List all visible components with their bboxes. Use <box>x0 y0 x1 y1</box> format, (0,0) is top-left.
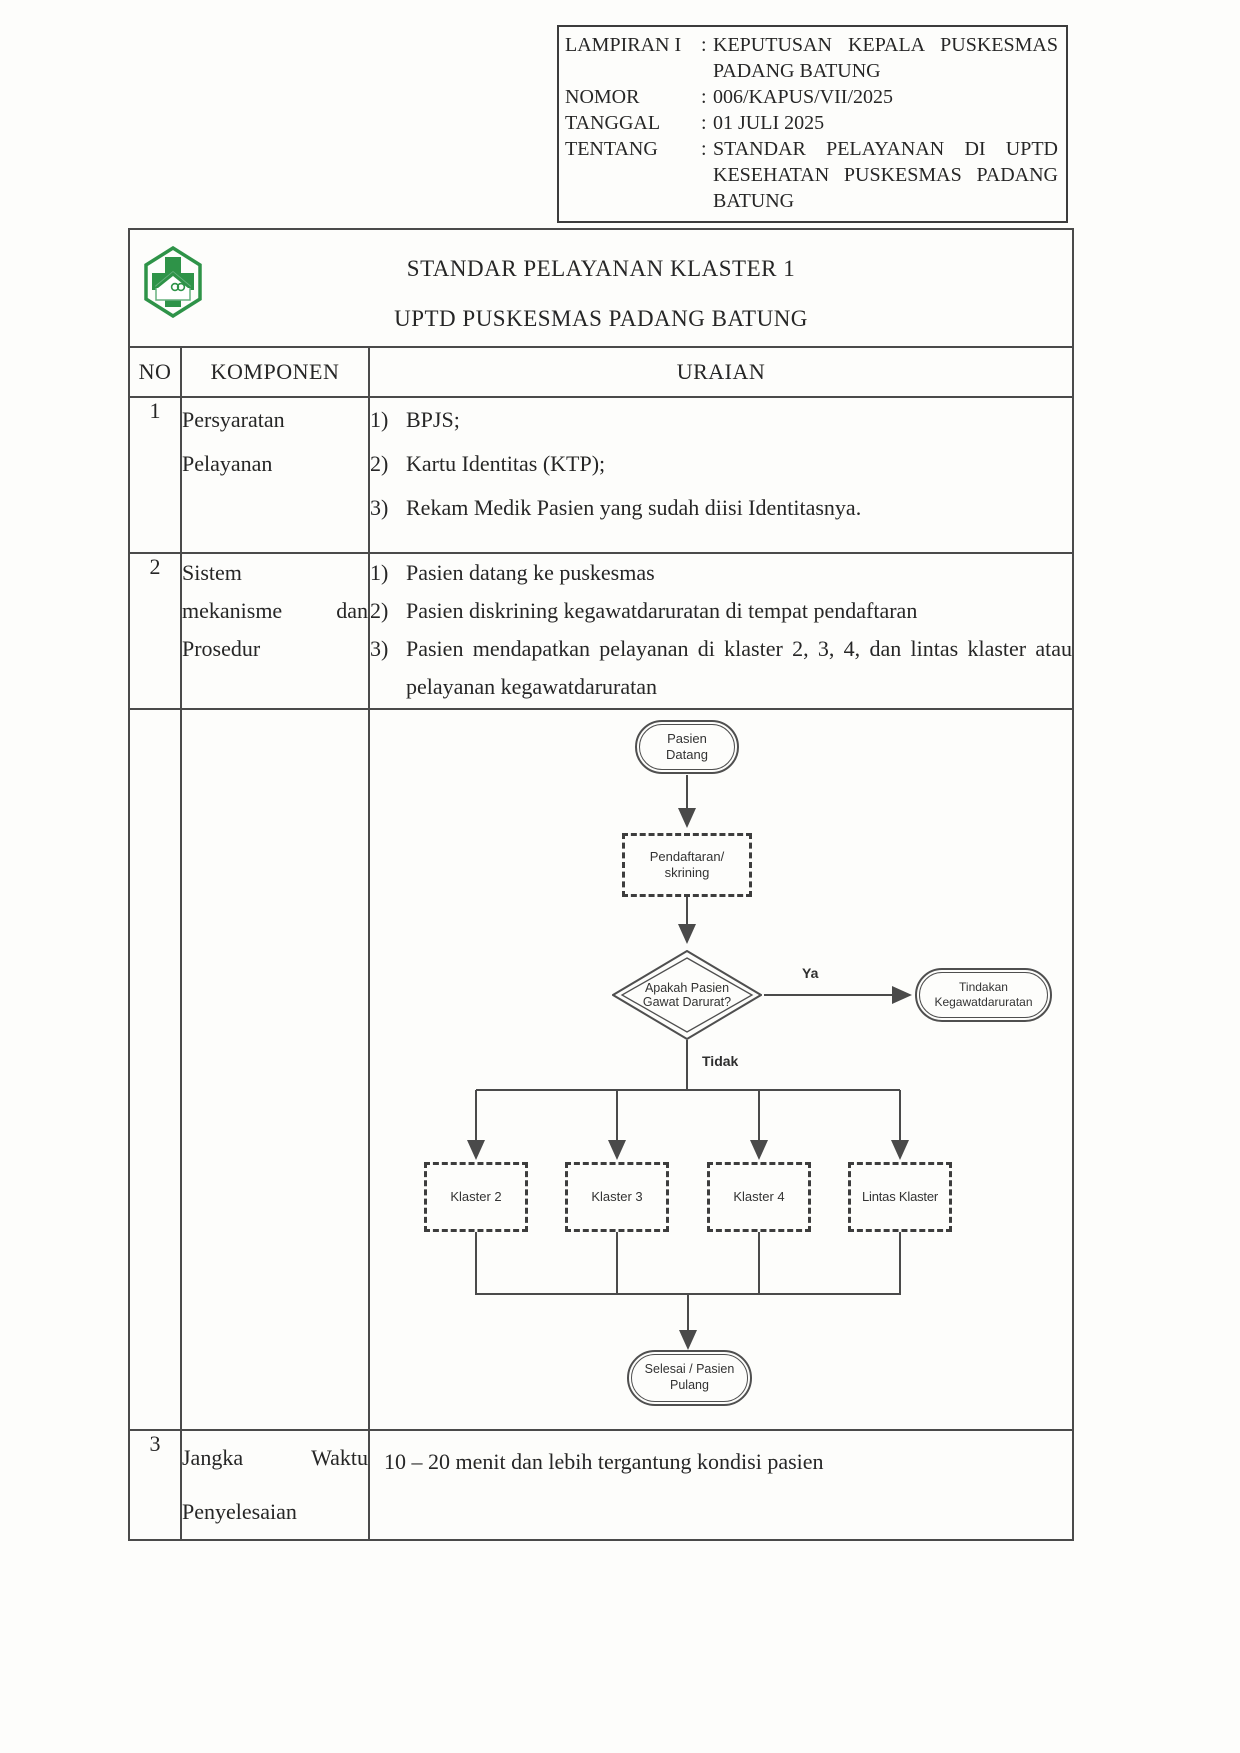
lampiran-label: TANGGAL <box>565 112 661 134</box>
lampiran-label: LAMPIRAN I <box>565 34 682 56</box>
flow-connectors <box>370 710 1074 1431</box>
flow-emergency-label: Kegawatdaruratan <box>934 995 1033 1009</box>
table-row <box>129 1430 1073 1540</box>
flow-branch-klaster-2 <box>424 1162 528 1232</box>
list-item <box>370 398 1072 442</box>
row-number: 1 <box>129 397 181 553</box>
standar-pelayanan-table <box>128 228 1074 1541</box>
lampiran-colon: : <box>701 34 707 56</box>
lampiran-colon: : <box>701 112 707 134</box>
flow-branch-label: Klaster 3 <box>591 1188 643 1204</box>
komponen-line: Penyelesaian <box>182 1499 297 1524</box>
komponen-line: Prosedur <box>182 636 261 661</box>
komponen-cell <box>181 397 369 553</box>
column-header-no: NO <box>129 347 181 397</box>
flow-decision-label: Gawat Darurat? <box>642 995 732 1009</box>
flow-end-label: Pulang <box>670 1378 709 1392</box>
lampiran-row <box>565 136 1058 214</box>
lampiran-label: TENTANG <box>565 138 658 160</box>
flow-branch-klaster-3 <box>565 1162 669 1232</box>
lampiran-value: 01 JULI 2025 <box>713 112 825 134</box>
list-item <box>370 554 1072 592</box>
table-title-band <box>129 229 1073 347</box>
list-item-text: BPJS; <box>406 407 460 432</box>
row-number: 3 <box>129 1430 181 1540</box>
list-item-number: 2) <box>370 598 389 623</box>
column-header-komponen: KOMPONEN <box>181 347 369 397</box>
empty-no-cell <box>129 709 181 1430</box>
lampiran-colon: : <box>701 86 707 108</box>
lampiran-value: STANDAR PELAYANAN DI UPTD KESEHATAN PUSKESMAS PADANG BATUNG <box>713 138 1058 212</box>
flow-start-label: Pasien <box>667 730 707 746</box>
flow-emergency-node <box>915 968 1052 1022</box>
list-item <box>370 442 1072 486</box>
flow-start-label: Datang <box>666 747 708 762</box>
flow-registration-label: Pendaftaran/ <box>649 848 725 864</box>
table-row <box>129 553 1073 709</box>
list-item-number: 3) <box>370 495 389 520</box>
list-item-text: Pasien datang ke puskesmas <box>406 560 655 585</box>
list-item <box>370 592 1072 630</box>
flow-yes-label: Ya <box>802 965 819 981</box>
flow-branch-lintas-klaster <box>848 1162 952 1232</box>
list-item <box>370 630 1072 706</box>
lampiran-row <box>565 32 1058 84</box>
lampiran-label: NOMOR <box>565 86 640 108</box>
list-item-number: 1) <box>370 407 389 432</box>
flow-emergency-label: Tindakan <box>959 980 1008 994</box>
column-header-uraian: URAIAN <box>369 347 1073 397</box>
flow-no-label: Tidak <box>702 1053 739 1069</box>
list-item <box>370 486 1072 530</box>
list-item-text: Rekam Medik Pasien yang sudah diisi Identitasnya. <box>406 495 862 520</box>
flowchart-row <box>129 709 1073 1430</box>
flow-end-node <box>627 1350 752 1406</box>
table-title-line1: STANDAR PELAYANAN KLASTER 1 <box>406 256 796 281</box>
lampiran-row <box>565 84 1058 110</box>
komponen-line: Pelayanan <box>182 451 273 476</box>
uraian-cell <box>369 553 1073 709</box>
table-row <box>129 397 1073 553</box>
komponen-cell <box>181 553 369 709</box>
flowchart <box>370 710 1074 1431</box>
list-item-number: 3) <box>370 636 389 661</box>
flow-branch-label: Klaster 4 <box>733 1188 785 1204</box>
flow-registration-label: skrining <box>664 865 710 880</box>
lampiran-value: 006/KAPUS/VII/2025 <box>713 86 894 108</box>
komponen-line: Sistem <box>182 560 242 585</box>
flow-start-node <box>635 720 739 774</box>
list-item-text: Pasien diskrining kegawatdaruratan di tempat pendaftaran <box>406 598 918 623</box>
komponen-cell <box>181 1430 369 1540</box>
uraian-text: 10 – 20 menit dan lebih tergantung kondisi pasien <box>384 1449 824 1474</box>
flow-decision-node <box>612 950 762 1040</box>
flowchart-cell <box>369 709 1073 1430</box>
lampiran-colon: : <box>701 138 707 160</box>
uraian-cell <box>369 397 1073 553</box>
list-item-text: Pasien mendapatkan pelayanan di klaster 2, 3, 4, dan lintas klaster atau pelayanan kegawatdaruratan <box>406 636 1073 699</box>
table-title-line2: UPTD PUSKESMAS PADANG BATUNG <box>394 306 808 331</box>
flow-decision-label: Apakah Pasien <box>644 981 730 995</box>
komponen-line: Jangka Waktu <box>182 1445 368 1470</box>
flow-registration-node <box>622 833 752 897</box>
list-item-number: 1) <box>370 560 389 585</box>
lampiran-box <box>557 25 1068 223</box>
flow-branch-klaster-4 <box>707 1162 811 1232</box>
flow-end-label: Selesai / Pasien <box>644 1362 735 1377</box>
komponen-line: Persyaratan <box>182 407 285 432</box>
lampiran-row <box>565 110 1058 136</box>
row-number: 2 <box>129 553 181 709</box>
flow-branch-label: Lintas Klaster <box>862 1188 938 1204</box>
list-item-text: Kartu Identitas (KTP); <box>406 451 606 476</box>
lampiran-value: KEPUTUSAN KEPALA PUSKESMAS PADANG BATUNG <box>713 34 1058 82</box>
empty-komponen-cell <box>181 709 369 1430</box>
uraian-cell <box>369 1430 1073 1540</box>
komponen-line: mekanisme dan <box>182 598 368 623</box>
list-item-number: 2) <box>370 451 389 476</box>
flow-branch-label: Klaster 2 <box>450 1188 502 1204</box>
